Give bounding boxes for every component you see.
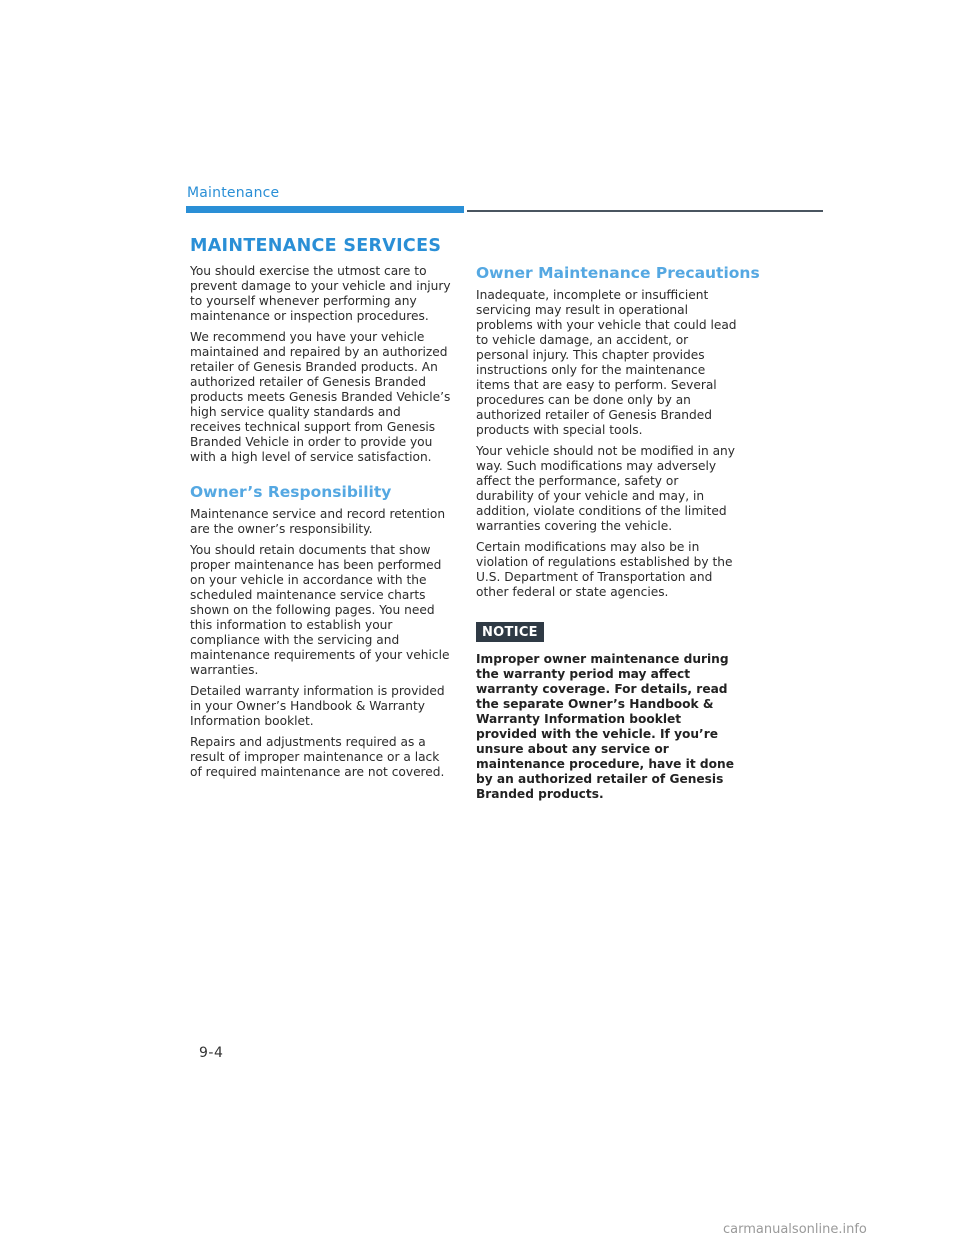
page-number: 9-4 <box>199 1045 224 1061</box>
precautions-heading: Owner Maintenance Precautions <box>476 264 760 282</box>
responsibility-paragraph-3: Detailed warranty information is provided in your Owner’s Handbook & Warranty Information booklet. <box>190 684 445 728</box>
notice-text: Improper owner maintenance during the warranty period may affect warranty coverage. For details, read the separate Owner’s Handbook & Warranty Information booklet provided with the vehicle. If you’re unsure about any service or maintenance procedure, have it done by an authorized retailer of Genesis Branded products. <box>476 652 734 801</box>
watermark: carmanualsonline.info <box>723 1222 867 1237</box>
intro-paragraph-2: We recommend you have your vehicle maintained and repaired by an authorized retailer of Genesis Branded products. An authorized retailer of Genesis Branded products meets Genesis Branded Vehicle’s high service quality standards and receives technical support from Genesis Branded Vehicle in order to provide you with a high level of service satisfaction. <box>190 330 451 464</box>
page-title: MAINTENANCE SERVICES <box>190 236 442 256</box>
header-rule-thin <box>467 210 823 212</box>
precautions-paragraph-1: Inadequate, incomplete or insufficient servicing may result in operational problems with your vehicle that could lead to vehicle damage, an accident, or personal injury. This chapter provides instructions only for the maintenance items that are easy to perform. Several procedures can be done only by an authorized retailer of Genesis Branded products with special tools. <box>476 288 737 437</box>
responsibility-paragraph-1: Maintenance service and record retention are the owner’s responsibility. <box>190 507 446 536</box>
intro-paragraph-1: You should exercise the utmost care to prevent damage to your vehicle and injury to yourself whenever performing any maintenance or inspection procedures. <box>190 264 451 323</box>
header-rule-accent <box>186 206 464 213</box>
precautions-paragraph-3: Certain modifications may also be in violation of regulations established by the U.S. Department of Transportation and other federal or state agencies. <box>476 540 733 599</box>
section-label: Maintenance <box>187 185 280 201</box>
responsibility-paragraph-4: Repairs and adjustments required as a result of improper maintenance or a lack of required maintenance are not covered. <box>190 735 445 779</box>
notice-badge: NOTICE <box>476 622 544 642</box>
left-column <box>190 236 452 786</box>
right-column <box>476 264 760 802</box>
precautions-paragraph-2: Your vehicle should not be modified in any way. Such modifications may adversely affect the performance, safety or durability of your vehicle and may, in addition, violate conditions of the limited warranties covering the vehicle. <box>476 444 735 533</box>
responsibility-heading: Owner’s Responsibility <box>190 483 392 501</box>
responsibility-paragraph-2: You should retain documents that show proper maintenance has been performed on your vehicle in accordance with the scheduled maintenance service charts shown on the following pages. You need this information to establish your compliance with the servicing and maintenance requirements of your vehicle warranties. <box>190 543 450 677</box>
